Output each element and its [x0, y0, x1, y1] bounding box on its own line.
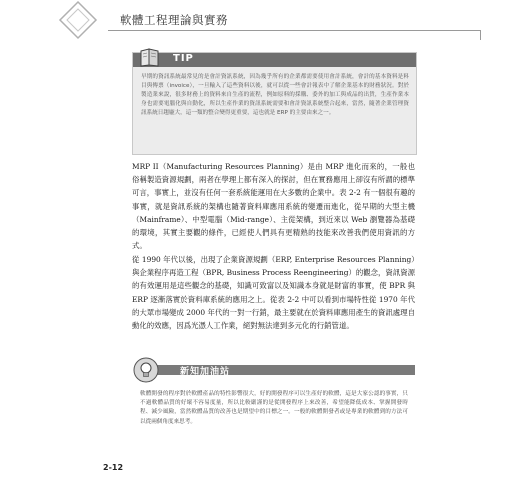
page-number: 2-12 [103, 463, 124, 472]
tip-label: TIP [173, 53, 194, 64]
header-divider [108, 30, 480, 31]
tip-text: 早期的資訊系統最常見的是會計資訊系統，因為幾乎所有的企業都需要使用會計系統，會計的基本資料是料目與傳票（invoice），一旦輸入了這些資料以後，就可以從一些會計報表中了解企業基本的財務狀況。對於製造業來說，很多財務上的資料來自生產的流程，例如原料的採購、委外的加工與成品的出貨，生產作業本身也需要電腦化與自動化，所以生產作業的資訊系統需要和會計資訊系統整合起來，當然，隨著企業管理資訊系統日趨龐大，這一類的整合變得更重要，這也就是 ERP 的主要由來之一。 [141, 74, 409, 116]
tip-book-icon [139, 47, 161, 67]
new-knowledge-label: 新知加油站 [180, 367, 231, 377]
tip-box [132, 52, 417, 155]
new-knowledge-box [132, 357, 415, 447]
lightbulb-icon [132, 357, 160, 383]
body-paragraph-2: 從 1990 年代以後，出現了企業資源規劃（ERP, Enterprise Resources Planning）與企業程序再造工程（BPR, Business Process Reengineering）的觀念，資訊資源的有效運用是這些觀念的基礎，知識可致富以及知識本身就是財富的事實，使 BPR 與 ERP 逐漸落實於資料庫系統的應用之上。從表 2-2 中可以看到市場特性從 1970 年代的大眾市場變成 2000 年代的一對一行銷，最主要就在於資料庫應用產生的資訊處理自動化的效應，因爲光憑人工作業，絕對無法達到多元化的行銷管道。 [132, 255, 415, 331]
header-divider-tick [480, 30, 481, 40]
new-knowledge-text: 軟體開發的程序對於軟體產品的特性影響很大，好的開發程序可以生產好的軟體，這是大家公認的事實，只不過軟體品質的好壞不容易度量，所以比較嚴謹的是從開發程序上來改善，希望能降低成本、掌握開發時程、減少風險，當然軟體品質的改善也是期望中的目標之一。一般的軟體開發者或是專業的軟體到的方法可以從兩個角度來思考。 [140, 391, 408, 425]
body-paragraph-1: MRP II（Manufacturing Resources Planning）是由 MRP 進化而來的，一般也俗稱製造資源規劃，兩者在學理上都有深入的探討，但在實務應用上卻沒有所謂的標準可言，事實上，並沒有任何一套系統能運用在大多數的企業中。表 2-2 有一個很有趣的事實，就是資訊系統的架構也隨著資料庫應用系統的變遷而進化，從早期的大型主機（Mainframe）、中型電腦（Mid-range）、主從架構，到近來以 Web 瀏覽器為基礎的環境，其實主要觀的條件，已經使人們具有更精熟的技能來改善我們使用資訊的方式。 [132, 162, 415, 251]
header-title: 軟體工程理論與實務 [120, 13, 228, 27]
header-diamond-logo [58, 0, 98, 40]
